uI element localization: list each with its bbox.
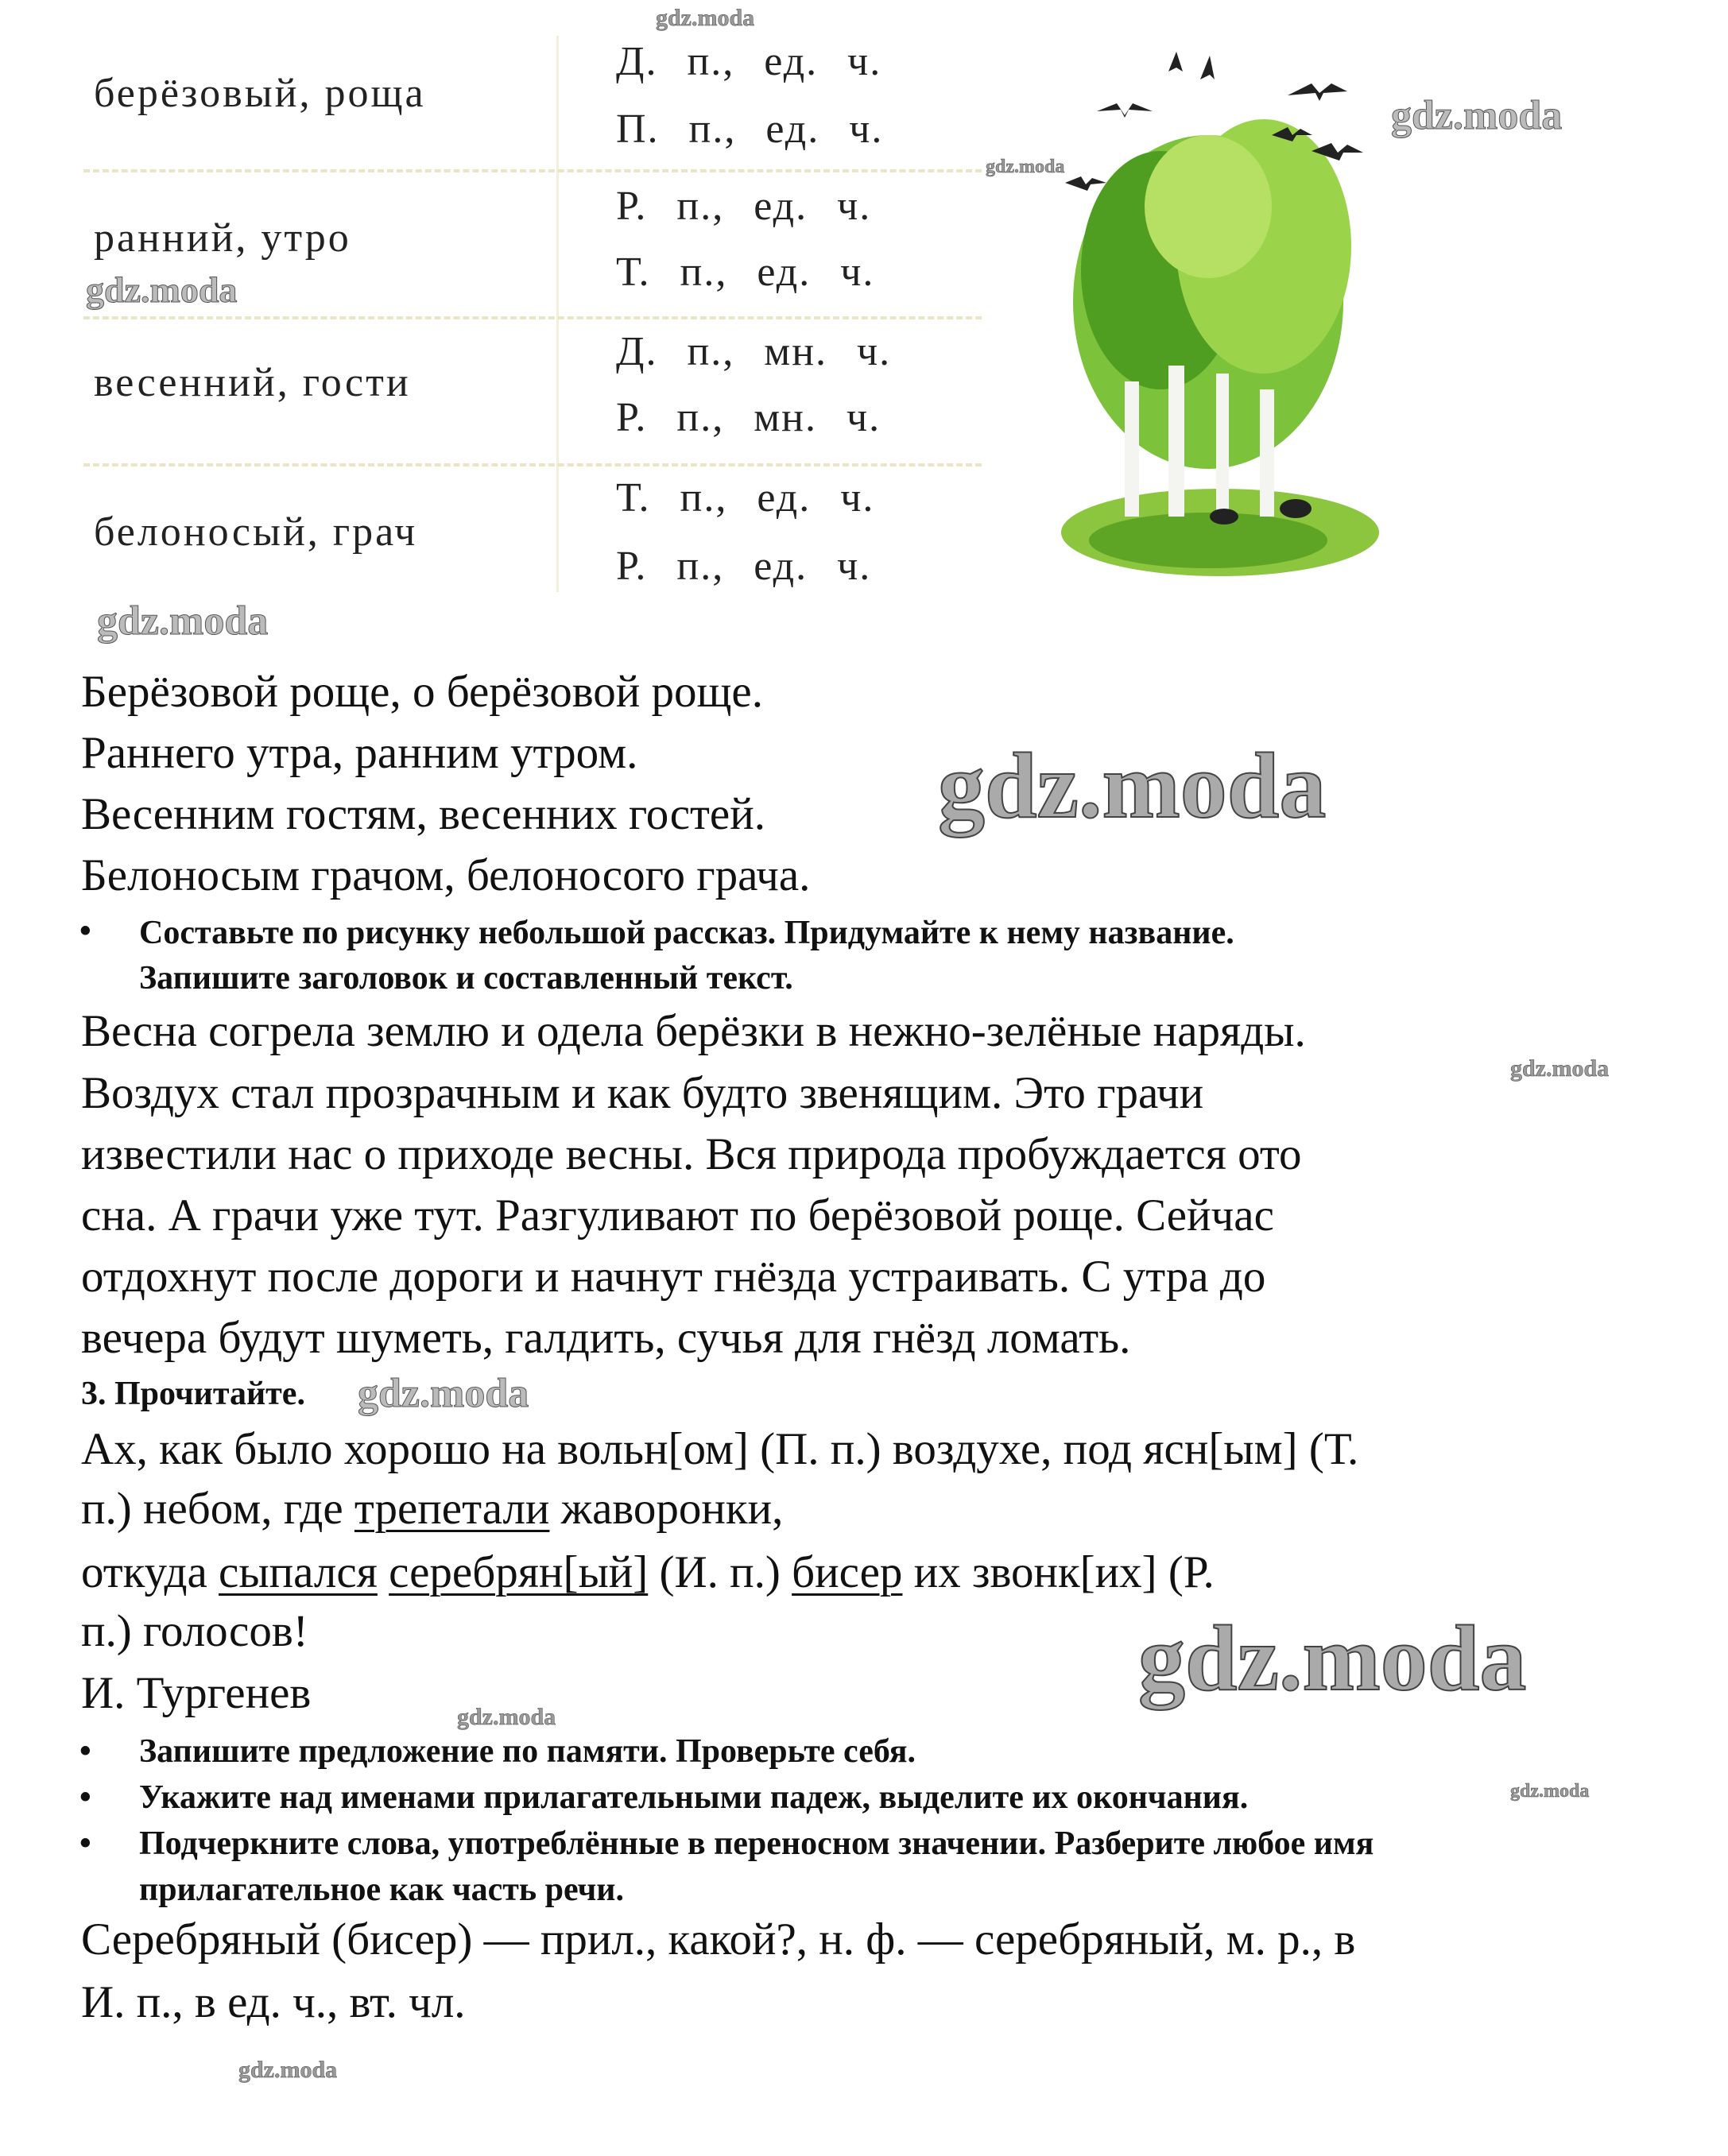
watermark: gdz.moda (238, 2057, 338, 2083)
table-case: Т. п., ед. ч. (616, 250, 875, 295)
quote-line (81, 1483, 783, 1535)
task-instruction: Запишите предложение по памяти. Проверьте себя. (139, 1733, 916, 1770)
row-divider (83, 316, 982, 319)
underlined-word: серебрян[ый] (389, 1547, 649, 1597)
table-word-pair: берёзовый, роща (94, 71, 426, 116)
story-line: отдохнут после дороги и начнут гнёзда устраивать. С утра до (81, 1252, 1266, 1302)
quote-line: Ах, как было хорошо на вольн[ом] (П. п.) воздухе, под ясн[ым] (Т. (81, 1424, 1359, 1474)
task-title: 3. Прочитайте. (81, 1376, 305, 1412)
task-instruction: Укажите над именами прилагательными падеж, выделите их окончания. (139, 1779, 1249, 1816)
watermark: gdz.moda (938, 734, 1327, 838)
watermark: gdz.moda (457, 1704, 556, 1730)
watermark: gdz.moda (656, 5, 755, 31)
birch-grove-illustration (1049, 48, 1383, 588)
table-case: Д. п., ед. ч. (616, 39, 882, 84)
bullet-icon: • (79, 1779, 91, 1816)
watermark: gdz.moda (86, 269, 238, 310)
story-line: вечера будут шуметь, галдить, сучья для гнёзд ломать. (81, 1313, 1131, 1363)
table-word-pair: белоносый, грач (94, 509, 418, 555)
watermark: gdz.moda (986, 157, 1065, 177)
analysis-line: Серебряный (бисер) — прил., какой?, н. ф. — серебряный, м. р., в (81, 1914, 1356, 1964)
table-case: Д. п., мн. ч. (616, 329, 892, 374)
table-case: Р. п., мн. ч. (616, 395, 881, 440)
watermark: gdz.moda (1510, 1055, 1610, 1082)
table-case: Р. п., ед. ч. (616, 544, 872, 589)
underlined-word: трепетали (354, 1484, 550, 1534)
answer-line: Берёзовой роще, о берёзовой роще. (81, 667, 763, 717)
watermark: gdz.moda (1138, 1606, 1527, 1710)
story-line: известили нас о приходе весны. Вся природа пробуждается ото (81, 1129, 1302, 1179)
underlined-word: бисер (792, 1547, 903, 1597)
table-case: Т. п., ед. ч. (616, 475, 875, 521)
table-case: П. п., ед. ч. (616, 106, 884, 152)
bullet-icon: • (79, 913, 91, 950)
task-instruction: Запишите заголовок и составленный текст. (139, 960, 793, 997)
bullet-icon: • (79, 1825, 91, 1862)
analysis-line: И. п., в ед. ч., вт. чл. (81, 1977, 466, 2027)
table-word-pair: весенний, гости (94, 360, 411, 405)
quote-line: п.) голосов! (81, 1606, 308, 1656)
watermark: gdz.moda (97, 598, 269, 644)
task-instruction: прилагательное как часть речи. (139, 1872, 624, 1908)
task-instruction: Подчеркните слова, употреблённые в переносном значении. Разберите любое имя (139, 1825, 1374, 1862)
row-divider (83, 463, 982, 466)
text: жаворонки, (549, 1484, 784, 1534)
table-word-pair: ранний, утро (94, 215, 351, 261)
table-divider (556, 36, 559, 592)
text (378, 1547, 389, 1597)
story-line: Воздух стал прозрачным и как будто звенящим. Это грачи (81, 1068, 1204, 1118)
answer-line: Раннего утра, ранним утром. (81, 728, 638, 778)
row-divider (83, 169, 982, 172)
bullet-icon: • (79, 1733, 91, 1770)
text: п.) небом, где (81, 1484, 355, 1534)
watermark: gdz.moda (358, 1371, 529, 1416)
task-instruction: Составьте по рисунку небольшой рассказ. Придумайте к нему название. (139, 915, 1234, 951)
answer-line: Белоносым грачом, белоносого грача. (81, 850, 811, 900)
story-line: Весна согрела землю и одела берёзки в нежно-зелёные наряды. (81, 1006, 1306, 1056)
watermark: gdz.moda (1391, 93, 1563, 138)
quote-author: И. Тургенев (81, 1668, 312, 1718)
text: их звонк[их] (Р. (902, 1547, 1215, 1597)
answer-line: Весенним гостям, весенних гостей. (81, 789, 765, 839)
watermark: gdz.moda (1510, 1781, 1590, 1802)
table-case: Р. п., ед. ч. (616, 184, 872, 229)
text: (И. п.) (648, 1547, 792, 1597)
underlined-word: сыпался (219, 1547, 378, 1597)
story-line: сна. А грачи уже тут. Разгуливают по берёзовой роще. Сейчас (81, 1190, 1274, 1241)
text: откуда (81, 1547, 219, 1597)
quote-line (81, 1546, 1215, 1598)
